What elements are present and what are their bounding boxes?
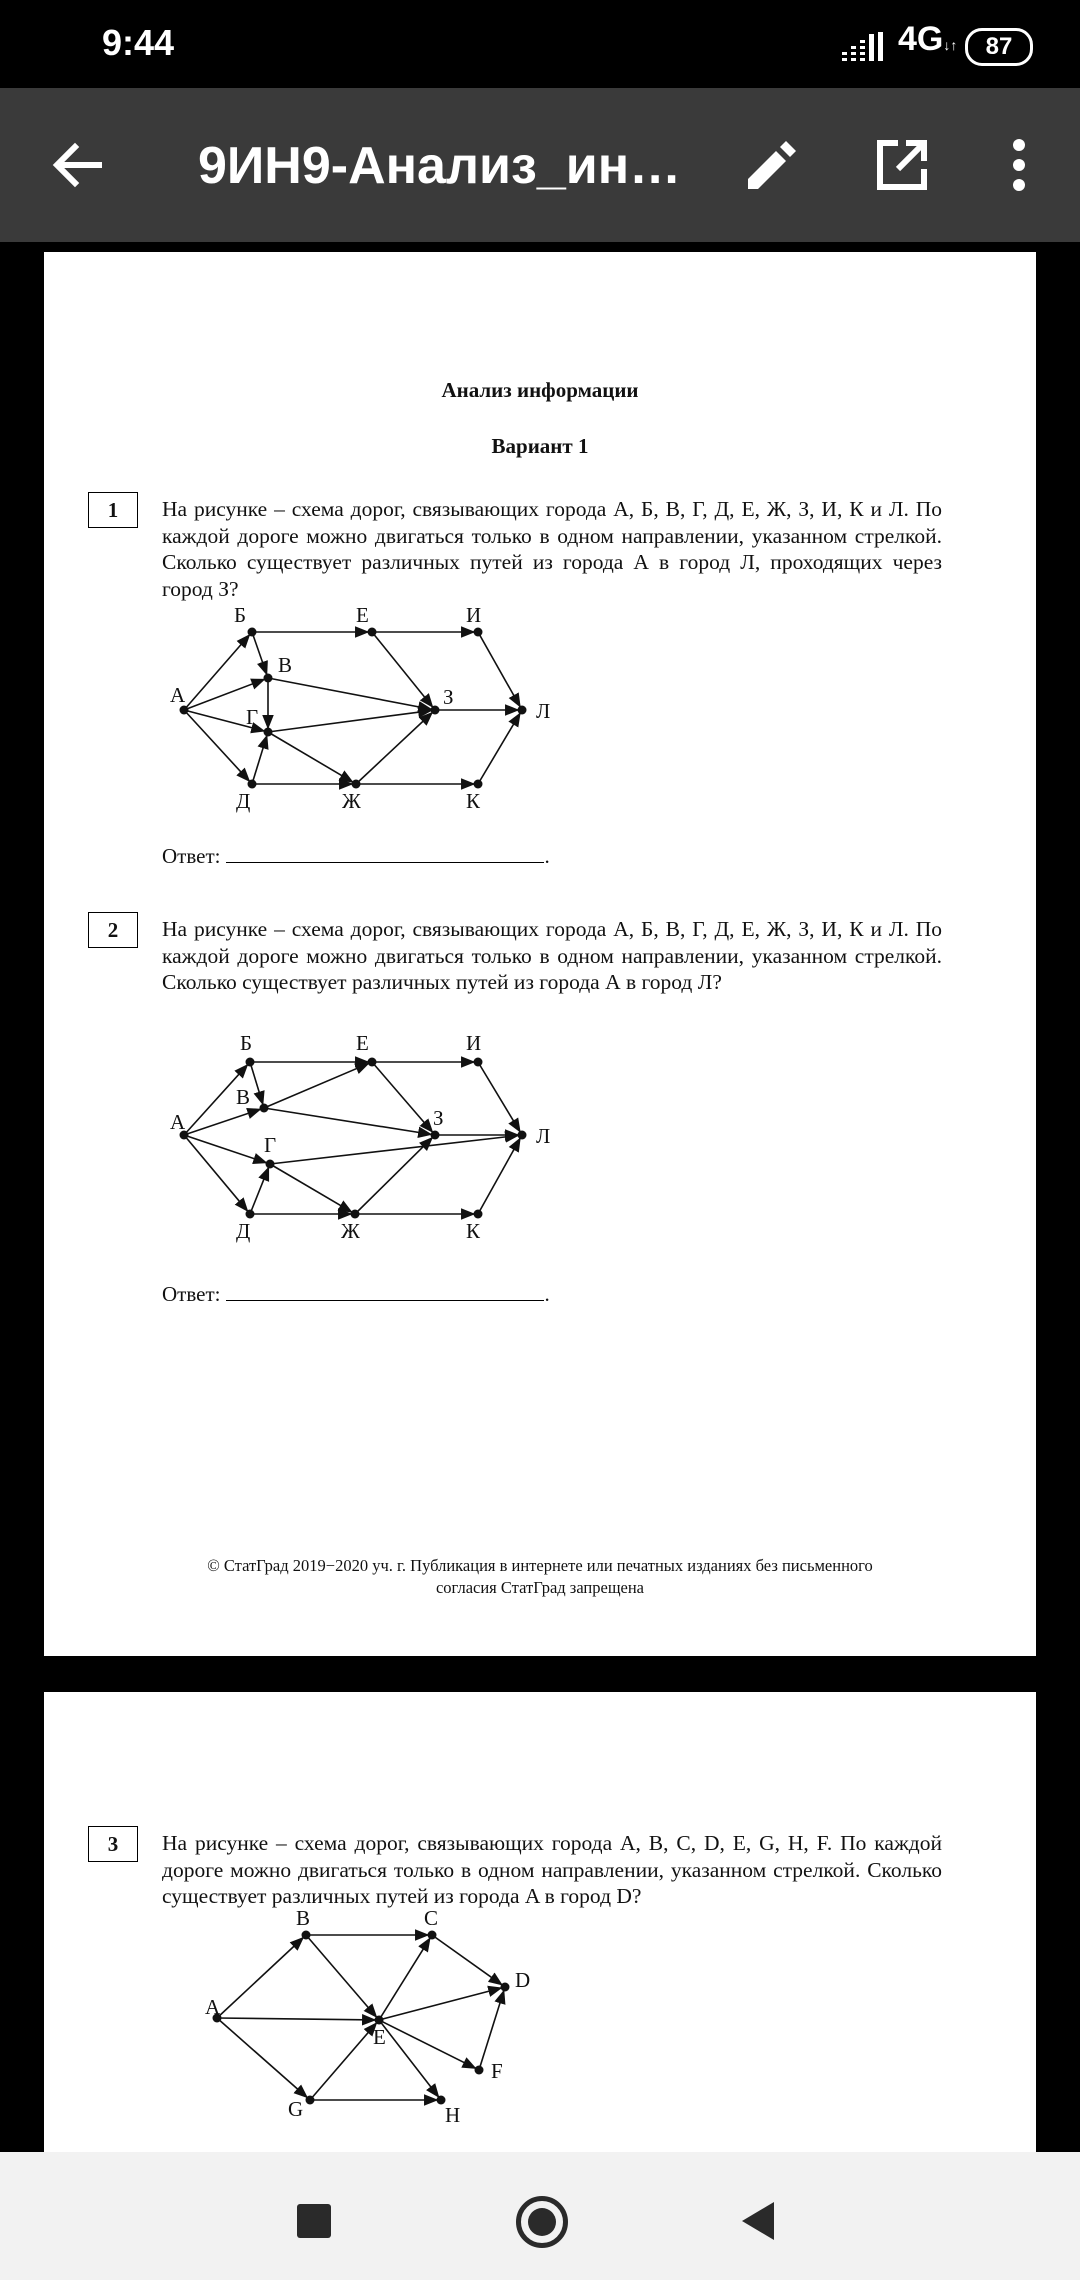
copyright-footer <box>44 1555 1036 1599</box>
navigation-bar <box>0 2152 1080 2280</box>
g1-city-label-I: И <box>466 603 482 627</box>
g1-road-A-B <box>184 635 249 710</box>
g3-city-label-A: A <box>205 1995 221 2019</box>
g1-road-Zh-Z <box>356 713 432 784</box>
g2-city-label-I: И <box>466 1031 482 1055</box>
g1-city-label-G: Г <box>246 705 259 729</box>
g3-road-E-C <box>379 1938 430 2020</box>
question-3-text: На рисунке – схема дорог, связывающих города A, B, C, D, E, G, H, F. По каждой дороге можно двигаться только в одном направлении, указанном стрелкой. Сколько существует различных путей из города A в город D? <box>162 1831 942 1908</box>
document-page-2[interactable] <box>44 1692 1036 2152</box>
road-diagram-2 <box>124 1027 551 1243</box>
signal-icon <box>842 32 888 62</box>
document-page-1[interactable] <box>44 252 1036 1656</box>
g2-city-label-G: Г <box>264 1133 277 1157</box>
g2-city-node-Z <box>431 1131 440 1140</box>
g1-city-label-L: Л <box>536 699 551 723</box>
g3-city-node-D <box>501 1983 510 1992</box>
g2-city-label-K: К <box>466 1219 481 1243</box>
battery-indicator: 87 <box>965 28 1033 66</box>
g1-city-node-B <box>248 628 257 637</box>
answer-1-row: Ответ: . <box>162 844 550 868</box>
g3-road-A-B <box>217 1938 303 2018</box>
g1-city-node-I <box>474 628 483 637</box>
g2-city-node-K <box>474 1210 483 1219</box>
g1-city-label-B: Б <box>234 603 247 627</box>
g1-city-label-Zh: Ж <box>342 789 361 813</box>
g1-road-A-D <box>184 710 249 781</box>
g2-city-node-G <box>266 1160 275 1169</box>
g1-city-node-Zh <box>352 780 361 789</box>
question-number-1: 1 <box>88 492 138 528</box>
g3-city-label-D: D <box>515 1968 531 1992</box>
g1-city-label-A: А <box>170 683 186 707</box>
question-2-text: На рисунке – схема дорог, связывающих города А, Б, В, Г, Д, Е, Ж, З, И, К и Л. По каждой дороге можно двигаться только в одном направлении, указанном стрелкой. Сколько существует различных путей из города А в город Л? <box>162 917 942 994</box>
g3-city-node-G <box>306 2096 315 2105</box>
status-time: 9:44 <box>102 22 175 63</box>
g1-city-node-L <box>518 706 527 715</box>
question-number-3: 3 <box>88 1826 138 1862</box>
doc-variant: Вариант 1 <box>491 434 589 458</box>
g2-city-label-V: В <box>236 1085 251 1109</box>
question-1-text: На рисунке – схема дорог, связывающих города А, Б, В, Г, Д, Е, Ж, З, И, К и Л. По каждой дороге можно двигаться только в одном направлении, указанном стрелкой. Сколько существует различных путей из города А в город Л, проходящих через город З? <box>162 497 942 601</box>
doc-heading: Анализ информации <box>441 378 639 402</box>
g1-road-E-Z <box>372 632 432 707</box>
g3-city-node-B <box>302 1931 311 1940</box>
g1-city-label-D: Д <box>236 789 251 813</box>
g1-city-label-E: Е <box>356 603 369 627</box>
question-number-2: 2 <box>88 912 138 948</box>
g2-city-label-Zh: Ж <box>341 1219 360 1243</box>
g2-city-label-B: Б <box>240 1031 253 1055</box>
g1-road-B-V <box>252 632 267 674</box>
g2-road-D-G <box>250 1168 269 1214</box>
g2-road-G-Zh <box>270 1164 352 1212</box>
g2-city-label-Z: З <box>433 1106 444 1130</box>
g3-road-A-G <box>217 2018 307 2097</box>
g2-city-label-E: Е <box>356 1031 369 1055</box>
road-diagram-3 <box>44 1692 1036 2152</box>
answer-1-label: Ответ: <box>162 844 221 868</box>
recent-apps-icon[interactable] <box>297 2204 331 2238</box>
g1-city-node-Z <box>431 706 440 715</box>
home-icon[interactable] <box>516 2196 568 2248</box>
g3-city-label-H: H <box>445 2103 461 2127</box>
g1-road-G-Z <box>268 711 431 732</box>
g2-city-label-A: А <box>170 1110 186 1134</box>
g1-city-label-V: В <box>278 653 293 677</box>
network-type: 4G↓↑ <box>898 20 958 58</box>
g2-road-K-L <box>478 1138 520 1214</box>
g2-city-node-Zh <box>351 1210 360 1219</box>
document-title: 9ИН9-Анализ_ин… <box>198 137 682 195</box>
open-external-icon[interactable] <box>870 133 934 197</box>
road-diagram-1 <box>124 602 551 813</box>
back-arrow-icon[interactable] <box>45 133 109 197</box>
g2-city-node-V <box>260 1104 269 1113</box>
g3-city-label-C: C <box>424 1906 439 1930</box>
g1-city-node-V <box>264 674 273 683</box>
g1-city-node-K <box>474 780 483 789</box>
g3-city-label-F: F <box>491 2059 503 2083</box>
g3-road-E-F <box>379 2020 475 2068</box>
g2-road-V-Z <box>264 1108 431 1134</box>
g1-city-node-D <box>248 780 257 789</box>
g2-road-I-L <box>478 1062 520 1132</box>
g3-city-label-G: G <box>288 2097 304 2121</box>
g3-road-A-E <box>217 2018 375 2020</box>
g2-road-E-Z <box>372 1062 432 1132</box>
answer-2-row: Ответ: . <box>162 1282 550 1306</box>
answer-2-label: Ответ: <box>162 1282 221 1306</box>
g2-city-node-D <box>246 1210 255 1219</box>
g1-city-node-G <box>264 728 273 737</box>
g1-road-G-Zh <box>268 732 353 782</box>
app-bar <box>0 88 1080 242</box>
answer-2-field[interactable] <box>226 1282 544 1301</box>
g3-city-label-B: B <box>296 1906 311 1930</box>
g2-road-V-E <box>264 1064 368 1108</box>
footer-line-2: согласия СтатГрад запрещена <box>435 1578 645 1597</box>
g1-road-K-L <box>478 713 520 784</box>
g1-road-V-Z <box>268 678 431 709</box>
g1-city-label-K: К <box>466 789 481 813</box>
g2-city-label-D: Д <box>236 1219 251 1243</box>
g3-city-label-E: E <box>373 2025 386 2049</box>
g3-city-node-E <box>375 2016 384 2025</box>
g2-city-node-B <box>246 1058 255 1067</box>
g1-city-node-E <box>368 628 377 637</box>
g3-road-G-E <box>310 2023 376 2100</box>
g3-road-C-D <box>432 1935 502 1985</box>
g2-city-node-E <box>368 1058 377 1067</box>
g1-city-label-Z: З <box>443 685 454 709</box>
footer-line-1: © СтатГрад 2019−2020 уч. г. Публикация в интернете или печатных изданиях без письменного <box>207 1556 873 1575</box>
answer-1-field[interactable] <box>226 844 544 863</box>
g2-city-label-L: Л <box>536 1124 551 1148</box>
g2-city-node-L <box>518 1131 527 1140</box>
g3-road-B-E <box>306 1935 376 2017</box>
g2-road-G-L <box>270 1135 518 1164</box>
g1-road-I-L <box>478 632 520 707</box>
status-bar <box>0 0 1080 88</box>
back-icon[interactable] <box>742 2202 774 2240</box>
g1-road-D-G <box>252 736 267 784</box>
more-options-icon[interactable] <box>995 133 1043 197</box>
g3-city-node-C <box>428 1931 437 1940</box>
g3-road-E-D <box>379 1988 501 2020</box>
edit-pencil-icon[interactable] <box>738 133 802 197</box>
g3-city-node-F <box>475 2066 484 2075</box>
g3-road-E-H <box>379 2020 439 2097</box>
g2-city-node-I <box>474 1058 483 1067</box>
g2-road-B-V <box>250 1062 263 1104</box>
